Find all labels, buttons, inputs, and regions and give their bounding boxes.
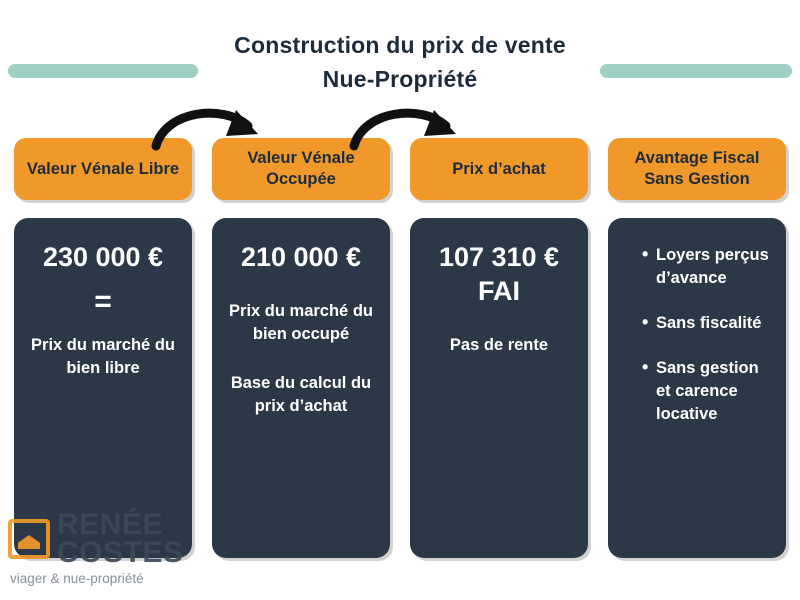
column-prix-achat [410,138,588,558]
column-header-prix-achat: Prix d’achat [410,138,588,200]
column-avantage-fiscal [608,138,786,558]
column-header-valeur-venale-libre: Valeur Vénale Libre [14,138,192,200]
list-item: • Sans gestion et carence locative [642,357,774,426]
list-item: • Sans fiscalité [642,312,774,335]
column-body-avantage-fiscal [608,218,786,558]
column-valeur-venale-libre [14,138,192,558]
column-body-prix-achat [410,218,588,558]
arrow-valeur-libre-to-occupee-icon [150,100,270,152]
logo-wordmark [57,508,184,569]
amount-prix-achat-suffix: FAI [477,276,520,306]
column-header-valeur-venale-occupee: Valeur Vénale Occupée [212,138,390,200]
column-header-avantage-fiscal: Avantage Fiscal Sans Gestion [608,138,786,200]
logo-line-2: COSTES [57,536,184,569]
column-body-valeur-venale-libre [14,218,192,558]
note-valeur-venale-libre: Prix du marché du bien libre [31,336,175,377]
arrow-occupee-to-prix-achat-icon [348,100,468,152]
list-item: • Loyers perçus d’avance [642,244,774,290]
logo-tagline: viager & nue-propriété [10,571,144,586]
title-line-2: Nue-Propriété [0,62,800,96]
amount-valeur-venale-occupee: 210 000 € [240,242,362,272]
title-line-1: Construction du prix de vente [0,28,800,62]
logo-line-1: RENÉE [57,508,163,541]
house-icon [8,519,50,559]
note-base-calcul-prix-achat: Base du calcul du prix d’achat [230,374,372,415]
amount-prix-achat [420,240,578,308]
avantage-fiscal-list [622,244,774,426]
equals-sign: = [94,285,112,318]
column-body-valeur-venale-occupee [212,218,390,558]
page-title [0,28,800,96]
amount-prix-achat-value: 107 310 € [438,242,560,272]
brand-logo [8,508,218,586]
column-valeur-venale-occupee [212,138,390,558]
note-prix-marche-bien-occupe: Prix du marché du bien occupé [229,302,373,343]
note-pas-de-rente: Pas de rente [449,336,549,354]
logo-row [8,508,218,569]
amount-valeur-venale-libre: 230 000 € [42,242,164,272]
